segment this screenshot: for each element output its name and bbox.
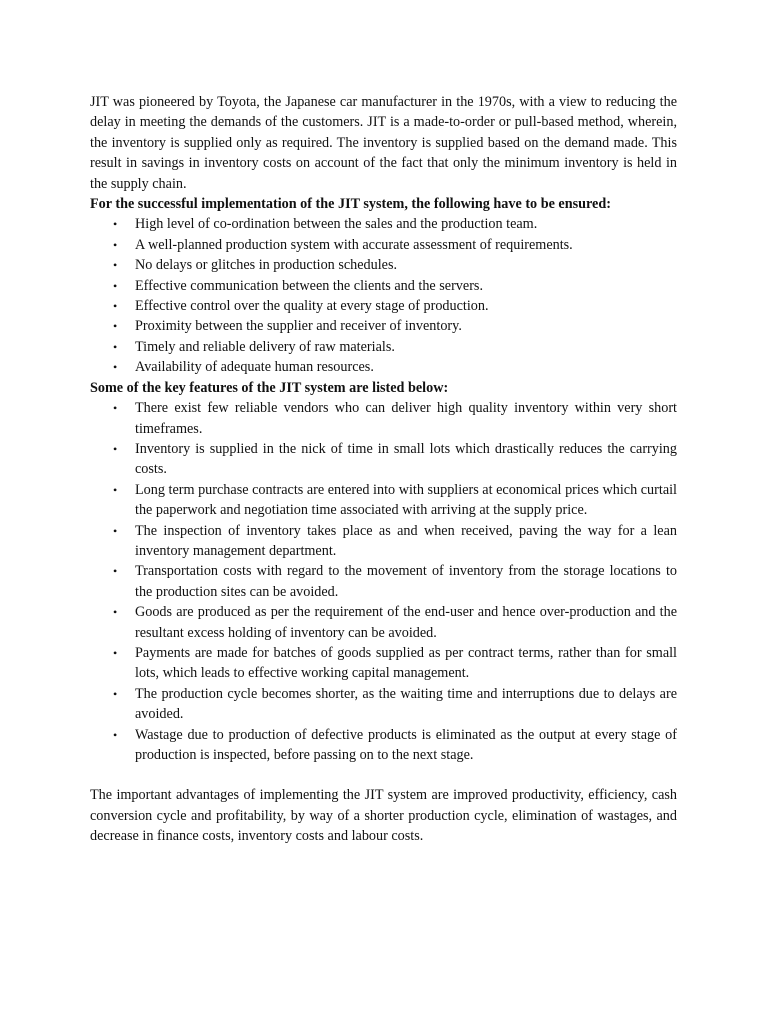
list-item-text: Inventory is supplied in the nick of time in small lots which drastically reduces the carrying costs. [135, 440, 677, 478]
section1-list [90, 214, 677, 377]
list-item-text: Goods are produced as per the requirement of the end-user and hence over-production and the resultant excess holding of inventory can be avoided. [135, 604, 677, 641]
list-item-text: Effective control over the quality at every stage of production. [135, 298, 489, 315]
bullet-icon: • [113, 339, 118, 354]
bullet-icon: • [113, 360, 118, 375]
list-item [113, 725, 677, 766]
bullet-icon: • [113, 441, 118, 456]
document-page [90, 92, 677, 847]
bullet-icon: • [113, 645, 118, 660]
list-item [113, 439, 677, 480]
section2-list [90, 398, 677, 765]
list-item-text: Long term purchase contracts are entered into with suppliers at economical prices which curtail the paperwork and negotiation time associated with arriving at the supply price. [135, 481, 677, 519]
intro-paragraph: JIT was pioneered by Toyota, the Japanese car manufacturer in the 1970s, with a view to reducing the delay in meeting the demands of the customers. JIT is a made-to-order or pull-based method, wherein, the inventory is supplied only as required. The inventory is supplied based on the demand made. This result in savings in inventory costs on account of the fact that only the minimum inventory is held in the supply chain. [90, 94, 677, 192]
list-item-text: A well-planned production system with accurate assessment of requirements. [135, 236, 573, 253]
bullet-icon: • [113, 217, 118, 232]
list-item [113, 276, 677, 296]
list-item [113, 602, 677, 643]
bullet-icon: • [113, 319, 118, 334]
list-item [113, 255, 677, 275]
list-item [113, 521, 677, 562]
list-item [113, 643, 677, 684]
list-item [113, 480, 677, 521]
paragraph-gap [90, 765, 677, 785]
list-item-text: No delays or glitches in production schedules. [135, 257, 398, 274]
list-item [113, 235, 677, 255]
list-item [113, 561, 677, 602]
list-item-text: Effective communication between the clients and the servers. [135, 277, 483, 294]
section1-heading: For the successful implementation of the JIT system, the following have to be ensured: [90, 196, 611, 213]
list-item-text: The production cycle becomes shorter, as the waiting time and interruptions due to delays are avoided. [135, 685, 677, 723]
list-item [113, 684, 677, 725]
list-item [113, 337, 677, 357]
bullet-icon: • [113, 686, 118, 701]
bullet-icon: • [113, 401, 118, 416]
list-item-text: Transportation costs with regard to the movement of inventory from the storage locations to the production sites can be avoided. [135, 563, 677, 600]
conclusion-paragraph: The important advantages of implementing the JIT system are improved productivity, efficiency, cash conversion cycle and profitability, by way of a shorter production cycle, elimination of wastages, and decrease in finance costs, inventory costs and labour costs. [90, 787, 677, 845]
list-item-text: Payments are made for batches of goods supplied as per contract terms, rather than for small lots, which leads to effective working capital management. [135, 644, 677, 682]
bullet-icon: • [113, 482, 118, 497]
list-item [113, 214, 677, 234]
list-item [113, 357, 677, 377]
list-item-text: There exist few reliable vendors who can deliver high quality inventory within very short timeframes. [135, 400, 677, 437]
bullet-icon: • [113, 299, 118, 314]
bullet-icon: • [113, 727, 118, 742]
list-item-text: Wastage due to production of defective products is eliminated as the output at every stage of production is inspected, before passing on to the next stage. [135, 726, 677, 763]
list-item [113, 296, 677, 316]
list-item [113, 316, 677, 336]
list-item [113, 398, 677, 439]
bullet-icon: • [113, 278, 118, 293]
list-item-text: Availability of adequate human resources. [135, 359, 374, 376]
list-item-text: Proximity between the supplier and receiver of inventory. [135, 318, 462, 335]
bullet-icon: • [113, 237, 118, 252]
list-item-text: The inspection of inventory takes place as and when received, paving the way for a lean inventory management department. [135, 522, 677, 559]
bullet-icon: • [113, 564, 118, 579]
section2-heading: Some of the key features of the JIT system are listed below: [90, 379, 449, 396]
bullet-icon: • [113, 605, 118, 620]
list-item-text: High level of co-ordination between the sales and the production team. [135, 216, 538, 233]
bullet-icon: • [113, 258, 118, 273]
list-item-text: Timely and reliable delivery of raw materials. [135, 338, 395, 355]
bullet-icon: • [113, 523, 118, 538]
